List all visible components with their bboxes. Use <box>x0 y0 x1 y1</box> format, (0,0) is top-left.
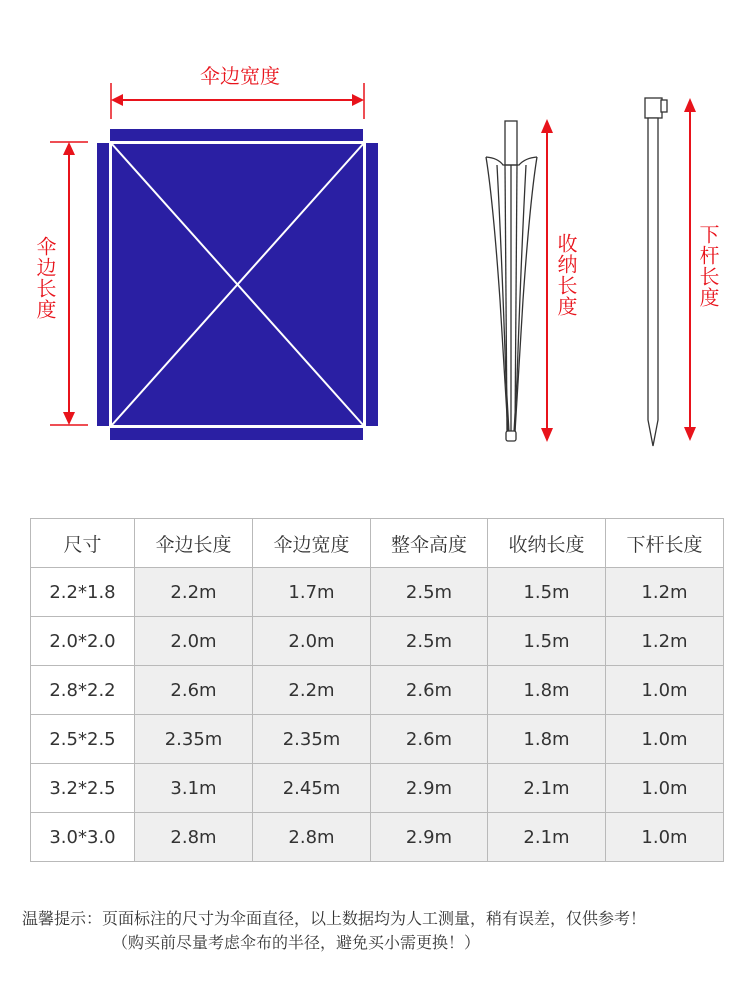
table-cell: 2.8m <box>253 813 371 862</box>
table-row <box>31 617 724 666</box>
header-folded-length: 收纳长度 <box>488 519 606 568</box>
table-row <box>31 813 724 862</box>
canopy-length-label: 伞边长度 <box>33 236 57 320</box>
table-row <box>31 666 724 715</box>
header-pole-length: 下杆长度 <box>606 519 724 568</box>
table-cell: 1.8m <box>488 715 606 764</box>
table-cell: 1.7m <box>253 568 371 617</box>
table-cell: 1.0m <box>606 715 724 764</box>
table-cell: 2.0*2.0 <box>31 617 135 666</box>
pole-length-arrow <box>684 98 696 441</box>
canopy-width-label: 伞边宽度 <box>200 64 280 88</box>
table-row <box>31 568 724 617</box>
table-cell: 2.2m <box>253 666 371 715</box>
table-cell: 2.6m <box>371 666 488 715</box>
table-cell: 2.1m <box>488 764 606 813</box>
table-cell: 2.2*1.8 <box>31 568 135 617</box>
table-cell: 2.45m <box>253 764 371 813</box>
table-cell: 2.35m <box>253 715 371 764</box>
table-row <box>31 764 724 813</box>
size-spec-table <box>30 518 724 862</box>
header-canopy-width: 伞边宽度 <box>253 519 371 568</box>
table-cell: 2.2m <box>135 568 253 617</box>
table-cell: 3.1m <box>135 764 253 813</box>
table-cell: 2.9m <box>371 813 488 862</box>
folded-length-arrow <box>541 119 553 442</box>
table-cell: 2.8*2.2 <box>31 666 135 715</box>
table-header-row <box>31 519 724 568</box>
table-cell: 1.8m <box>488 666 606 715</box>
header-total-height: 整伞高度 <box>371 519 488 568</box>
warm-tip-note: 温馨提示：页面标注的尺寸为伞面直径，以上数据均为人工测量，稍有误差，仅供参考！ <box>22 909 647 928</box>
table-cell: 2.1m <box>488 813 606 862</box>
folded-length-label: 收纳长度 <box>554 233 578 317</box>
table-cell: 2.5m <box>371 568 488 617</box>
table-cell: 2.35m <box>135 715 253 764</box>
canopy-width-arrow <box>111 83 364 119</box>
table-cell: 1.0m <box>606 666 724 715</box>
table-cell: 2.6m <box>371 715 488 764</box>
table-cell: 2.5m <box>371 617 488 666</box>
purchase-advice-note: （购买前尽量考虑伞布的半径，避免买小需更换！） <box>112 933 481 952</box>
pole-length-label: 下杆长度 <box>696 224 720 308</box>
table-cell: 1.5m <box>488 617 606 666</box>
table-cell: 2.8m <box>135 813 253 862</box>
lower-pole <box>645 98 667 446</box>
header-canopy-length: 伞边长度 <box>135 519 253 568</box>
table-cell: 1.0m <box>606 764 724 813</box>
table-cell: 2.0m <box>253 617 371 666</box>
table-cell: 1.2m <box>606 568 724 617</box>
table-cell: 1.0m <box>606 813 724 862</box>
folded-umbrella <box>486 121 537 441</box>
header-size: 尺寸 <box>31 519 135 568</box>
table-cell: 1.5m <box>488 568 606 617</box>
table-cell: 1.2m <box>606 617 724 666</box>
table-cell: 2.9m <box>371 764 488 813</box>
canopy-top-view <box>97 129 378 440</box>
table-cell: 2.0m <box>135 617 253 666</box>
table-cell: 2.6m <box>135 666 253 715</box>
table-row <box>31 715 724 764</box>
table-cell: 2.5*2.5 <box>31 715 135 764</box>
umbrella-diagram <box>0 0 750 480</box>
diagram-svg <box>0 0 750 480</box>
table-cell: 3.0*3.0 <box>31 813 135 862</box>
table-cell: 3.2*2.5 <box>31 764 135 813</box>
